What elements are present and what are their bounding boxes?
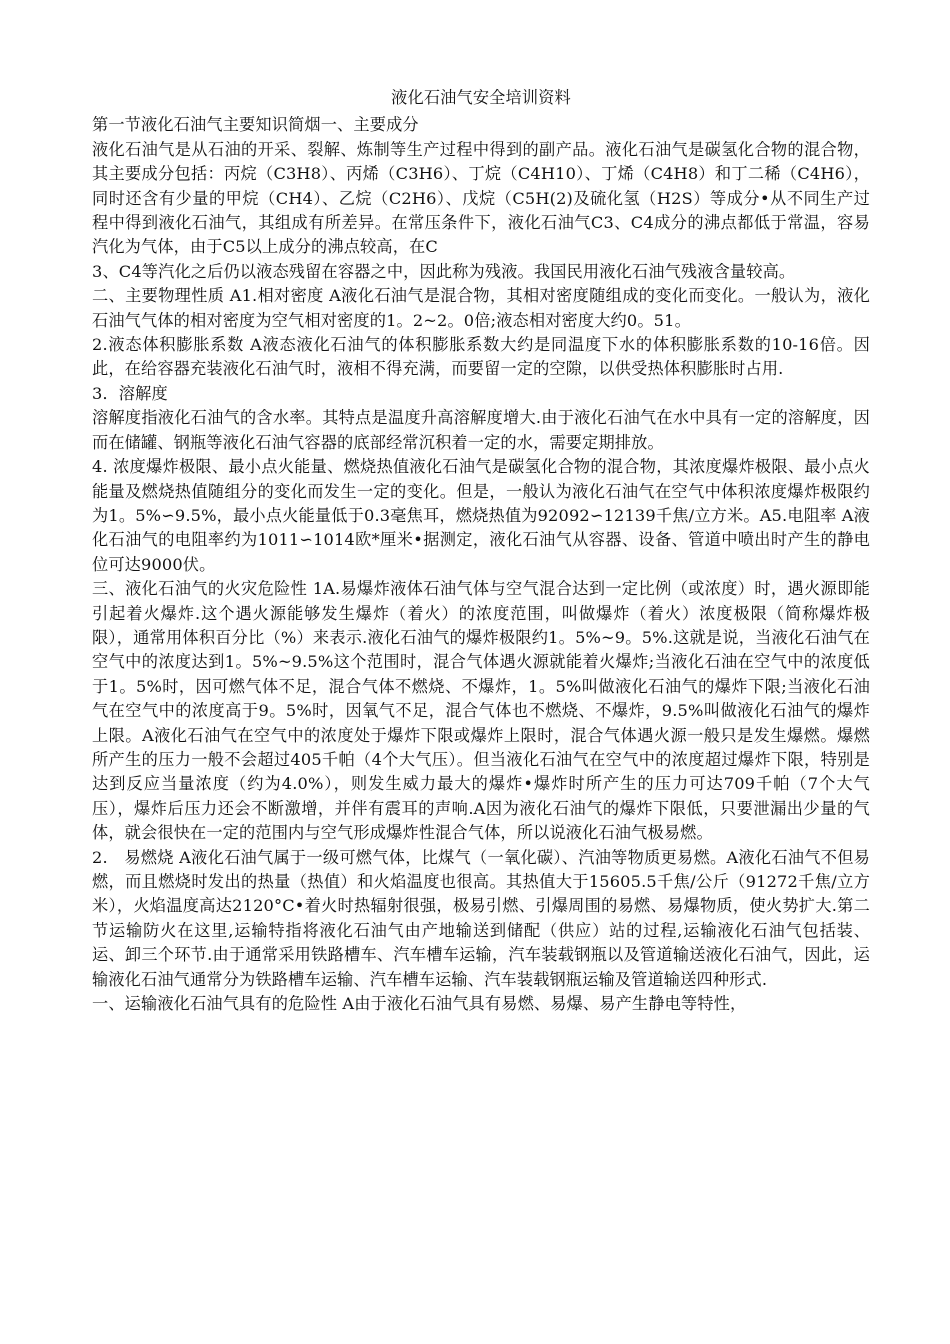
paragraph-solubility-heading: 3．溶解度 xyxy=(92,383,168,403)
paragraph-explosion-limits: 4. 浓度爆炸极限、最小点火能量、燃烧热值液化石油气是碳氢化合物的混合物，其浓度爆炸极限、最小点火能量及燃烧热值随组分的变化而发生一定的变化。但是，一般认为液化石油气在空气中体积浓度爆炸极限约为1。5%∽9.5%，最小点火能量低于0.3毫焦耳，燃烧热值为92092∽12139千焦/立方米。A5.电阻率 A液化石油气的电阻率约为1011∽1014欧*厘米•据测定，液化石油气从容器、设备、管道中喷出时产生的静电位可达9000伏。 xyxy=(92,457,870,574)
paragraph-section-heading: 第一节液化石油气主要知识简烟一、主要成分 xyxy=(92,115,419,135)
paragraph-expansion-coefficient: 2.液态体积膨胀系数 A液态液化石油气的体积膨胀系数大约是同温度下水的体积膨胀系数的10-16倍。因此，在给容器充装液化石油气时，液相不得充满，而要留一定的空隙，以供受热体积膨胀时占用. xyxy=(92,335,870,379)
paragraph-solubility: 溶解度指液化石油气的含水率。其特点是温度升高溶解度增大.由于液化石油气在水中具有一定的溶解度，因而在储罐、钢瓶等液化石油气容器的底部经常沉积着一定的水，需要定期排放。 xyxy=(92,408,870,452)
paragraph-flammability: 2. 易燃烧 A液化石油气属于一级可燃气体，比煤气（一氧化碳）、汽油等物质更易燃。A液化石油气不但易燃，而且燃烧时发出的热量（热值）和火焰温度也很高。其热值大于15605.5千焦/公斤（91272千焦/立方米），火焰温度高达2120°C•着火时热辐射很强，极易引燃、引爆周围的易燃、易爆物质，使火势扩大.第二节运输防火在这里,运输特指将液化石油气由产地输送到储配（供应）站的过程,运输液化石油气包括装、运、卸三个环节.由于通常采用铁路槽车、汽车槽车运输，汽车装载钢瓶以及管道输送液化石油气，因此，运输液化石油气通常分为铁路槽车运输、汽车槽车运输、汽车装载钢瓶运输及管道输送四种形式. xyxy=(92,847,870,989)
document-title: 液化石油气安全培训资料 xyxy=(391,88,571,107)
paragraph-fire-hazard: 三、液化石油气的火灾危险性 1A.易爆炸液体石油气体与空气混合达到一定比例（或浓度）时，遇火源即能引起着火爆炸.这个遇火源能够发生爆炸（着火）的浓度范围，叫做爆炸（着火）浓度极限（简称爆炸极限），通常用体积百分比（%）来表示.液化石油气的爆炸极限约1。5%~9。5%.这就是说，当液化石油气在空气中的浓度达到1。5%~9.5%这个范围时，混合气体遇火源就能着火爆炸;当液化石油在空气中的浓度低于1。5%时，因可燃气体不足，混合气体不燃烧、不爆炸，1。5%叫做液化石油气的爆炸下限;当液化石油气在空气中的浓度高于9。5%时，因氧气不足，混合气体也不燃烧、不爆炸，9.5%叫做液化石油气的爆炸上限。A液化石油气在空气中的浓度处于爆炸下限或爆炸上限时，混合气体遇火源一般只是发生爆燃。爆燃所产生的压力一般不会超过405千帕（4个大气压）。但当液化石油气在空气中的浓度超过爆炸下限，特别是达到反应当量浓度（约为4.0%），则发生威力最大的爆炸•爆炸时所产生的压力可达709千帕（7个大气压），爆炸后压力还会不断激增，并伴有震耳的声响.A因为液化石油气的爆炸下限低，只要泄漏出少量的气体，就会很快在一定的范围内与空气形成爆炸性混合气体，所以说液化石油气极易燃。 xyxy=(92,579,870,843)
paragraph-main-components: 液化石油气是从石油的开采、裂解、炼制等生产过程中得到的副产品。液化石油气是碳氢化合物的混合物，其主要成分包括：丙烷（C3H8）、丙烯（C3H6）、丁烷（C4H10）、丁烯（C4H8）和丁二稀（C4H6），同时还含有少量的甲烷（CH4）、乙烷（C2H6）、戊烷（C5H(2)及硫化氢（H2S）等成分•从不同生产过程中得到液化石油气，其组成有所差异。在常压条件下，液化石油气C3、C4成分的沸点都低于常温，容易汽化为气体，由于C5以上成分的沸点较高，在C xyxy=(92,139,870,257)
paragraph-physical-properties: 二、主要物理性质 A1.相对密度 A液化石油气是混合物，其相对密度随组成的变化而变化。一般认为，液化石油气气体的相对密度为空气相对密度的1。2~2。0倍;液态相对密度大约0。51。 xyxy=(92,286,870,330)
paragraph-residue: 3、C4等汽化之后仍以液态残留在容器之中，因此称为残液。我国民用液化石油气残液含量较高。 xyxy=(92,261,796,281)
document-page xyxy=(92,86,870,1016)
paragraph-transport-hazard: 一、运输液化石油气具有的危险性 A由于液化石油气具有易燃、易爆、易产生静电等特性， xyxy=(92,994,747,1014)
